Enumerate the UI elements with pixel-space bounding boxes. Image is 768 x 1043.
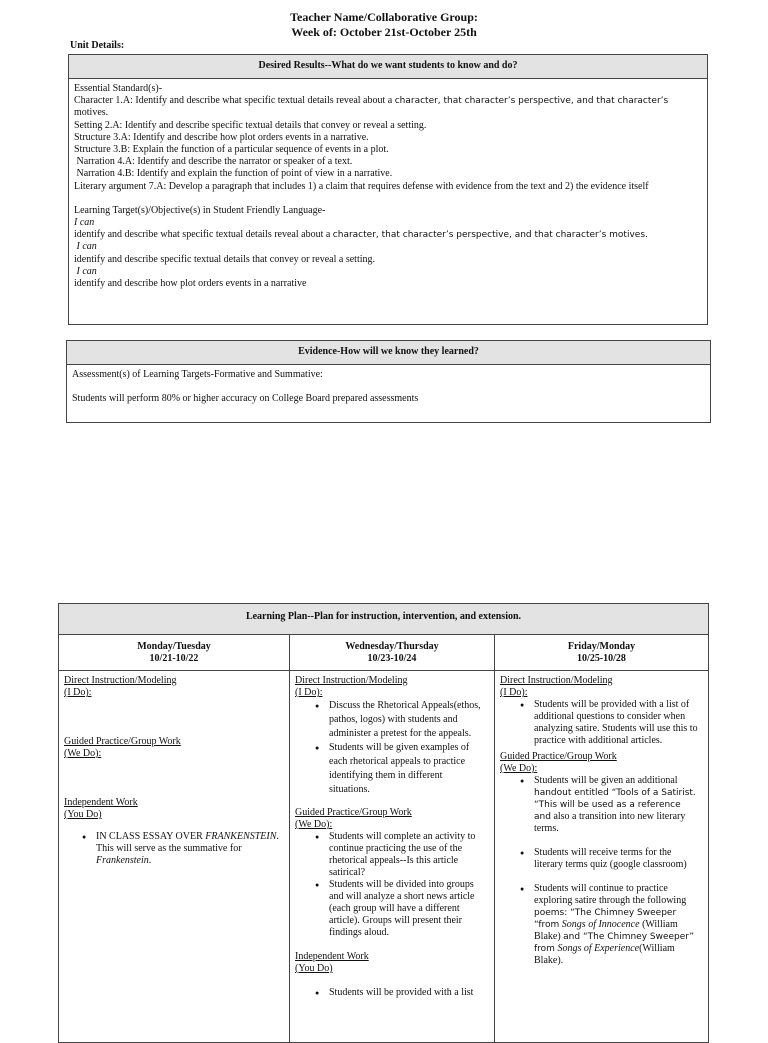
list-item: ● Students will be provided with a list of additional questions to consider when analyzing satire. Students will use this to practice with additional articles. [534,699,699,747]
plan-column-friday-monday [494,635,708,1042]
list-item: ● Students will be provided with a list [329,987,485,999]
guided-practice-list [295,831,489,939]
learning-plan-table [58,603,709,1043]
guided-practice-label: Guided Practice/Group Work [500,751,617,762]
independent-work-list [295,987,489,999]
list-item: ● Students will be divided into groups and will analyze a short news article (each group will have a different article). Groups will present their findings aloud. [329,879,489,939]
standard-line: Narration 4.A: Identify and describe the narrator or speaker of a text. [74,156,353,168]
standard-line: Setting 2.A: Identify and describe specific textual details that convey or reveal a setting. [74,119,427,131]
column-body [59,671,289,871]
list-item: ● IN CLASS ESSAY OVER FRANKENSTEIN. This will serve as the summative for Frankenstein. [96,831,280,867]
guided-practice-list [500,775,703,967]
list-item: ● Students will continue to practice exploring satire through the following poems: “The Chimney Sweeper “from Songs of Innocence (William Blake) and “The Chimney Sweeper” from Songs of Experience(William Blake). [534,883,699,967]
direct-instruction-sub: (I Do): [64,687,92,698]
list-item: ● Students will complete an activity to continue practicing the use of the rhetorical appeals--Is this article satirical? [329,831,489,879]
independent-work-label: Independent Work [64,797,138,808]
i-can-label: I can [74,241,97,253]
essential-standards-label: Essential Standard(s)- [74,83,163,94]
direct-instruction-sub: (I Do): [295,687,323,698]
column-header [59,635,289,671]
learning-target-label: Learning Target(s)/Objective(s) in Student Friendly Language- [74,204,326,216]
evidence-box [66,340,711,423]
guided-practice-label: Guided Practice/Group Work [295,807,412,818]
column-header [290,635,494,671]
standard-line: motives. [74,107,109,119]
standard-line: Structure 3.A: Identify and describe how plot orders events in a narrative. [74,131,369,143]
column-day: Monday/Tuesday [137,641,211,652]
direct-instruction-label: Direct Instruction/Modeling [500,675,613,686]
column-dates: 10/25-10/28 [577,653,626,664]
guided-practice-sub: (We Do): [64,748,102,759]
direct-instruction-list [295,699,489,797]
direct-instruction-label: Direct Instruction/Modeling [295,675,408,686]
plan-column-wednesday-thursday [289,635,494,1042]
column-day: Friday/Monday [567,641,636,652]
evidence-body [67,365,710,409]
direct-instruction-list [500,699,703,747]
plan-column-monday-tuesday [59,635,289,1042]
learning-target-line: identify and describe what specific textual details reveal about a character, that character’s perspective, and that character’s motives. [74,229,648,241]
column-body [495,671,708,971]
desired-results-box [68,54,708,325]
learning-plan-title: Learning Plan--Plan for instruction, intervention, and extension. [59,604,708,635]
assessment-label: Assessment(s) of Learning Targets-Formative and Summative: [72,369,323,380]
column-header [495,635,708,671]
evidence-title: Evidence-How will we know they learned? [67,341,710,365]
independent-work-sub: (You Do) [64,809,102,820]
list-item: ● Students will be given examples of each rhetorical appeals to practice identifying them in different situations. [329,741,485,797]
column-day: Wednesday/Thursday [345,641,439,652]
guided-practice-label: Guided Practice/Group Work [64,736,181,747]
direct-instruction-label: Direct Instruction/Modeling [64,675,177,686]
i-can-label: I can [74,265,97,277]
list-item: ● Discuss the Rhetorical Appeals(ethos, pathos, logos) with students and administer a pretest for the appeals. [329,699,485,741]
direct-instruction-sub: (I Do): [500,687,528,698]
list-item: ● Students will receive terms for the literary terms quiz (google classroom) [534,847,699,871]
assessment-text: Students will perform 80% or higher accuracy on College Board prepared assessments [72,393,419,405]
list-item: ● Students will be given an additional handout entitled “Tools of a Satirist. “This will be used as a reference and also a transition into new literary terms. [534,775,699,835]
learning-target-line: identify and describe how plot orders events in a narrative [74,278,307,290]
week-of-heading: Week of: October 21st-October 25th [291,25,477,39]
guided-practice-sub: (We Do): [295,819,333,830]
desired-results-body [69,79,707,294]
column-dates: 10/21-10/22 [149,653,199,664]
learning-target-line: identify and describe specific textual details that convey or reveal a setting. [74,253,375,265]
teacher-name-heading: Teacher Name/Collaborative Group: [290,10,478,24]
standard-line: Structure 3.B: Explain the function of a particular sequence of events in a plot. [74,144,389,156]
standard-line: Character 1.A: Identify and describe what specific textual details reveal about a character, that character’s perspective, and that character’s [74,95,669,107]
guided-practice-sub: (We Do): [500,763,538,774]
independent-work-sub: (You Do) [295,963,333,974]
unit-details-label: Unit Details: [70,40,125,51]
i-can-label: I can [74,217,95,229]
standard-line: Narration 4.B: Identify and explain the function of point of view in a narrative. [74,168,393,180]
column-dates: 10/23-10/24 [367,653,417,664]
independent-work-list [64,831,284,867]
standard-line: Literary argument 7.A: Develop a paragraph that includes 1) a claim that requires defense with evidence from the text and 2) the evidence itself [74,180,649,192]
independent-work-label: Independent Work [295,951,369,962]
column-body [290,671,494,1003]
desired-results-title: Desired Results--What do we want students to know and do? [69,55,707,79]
